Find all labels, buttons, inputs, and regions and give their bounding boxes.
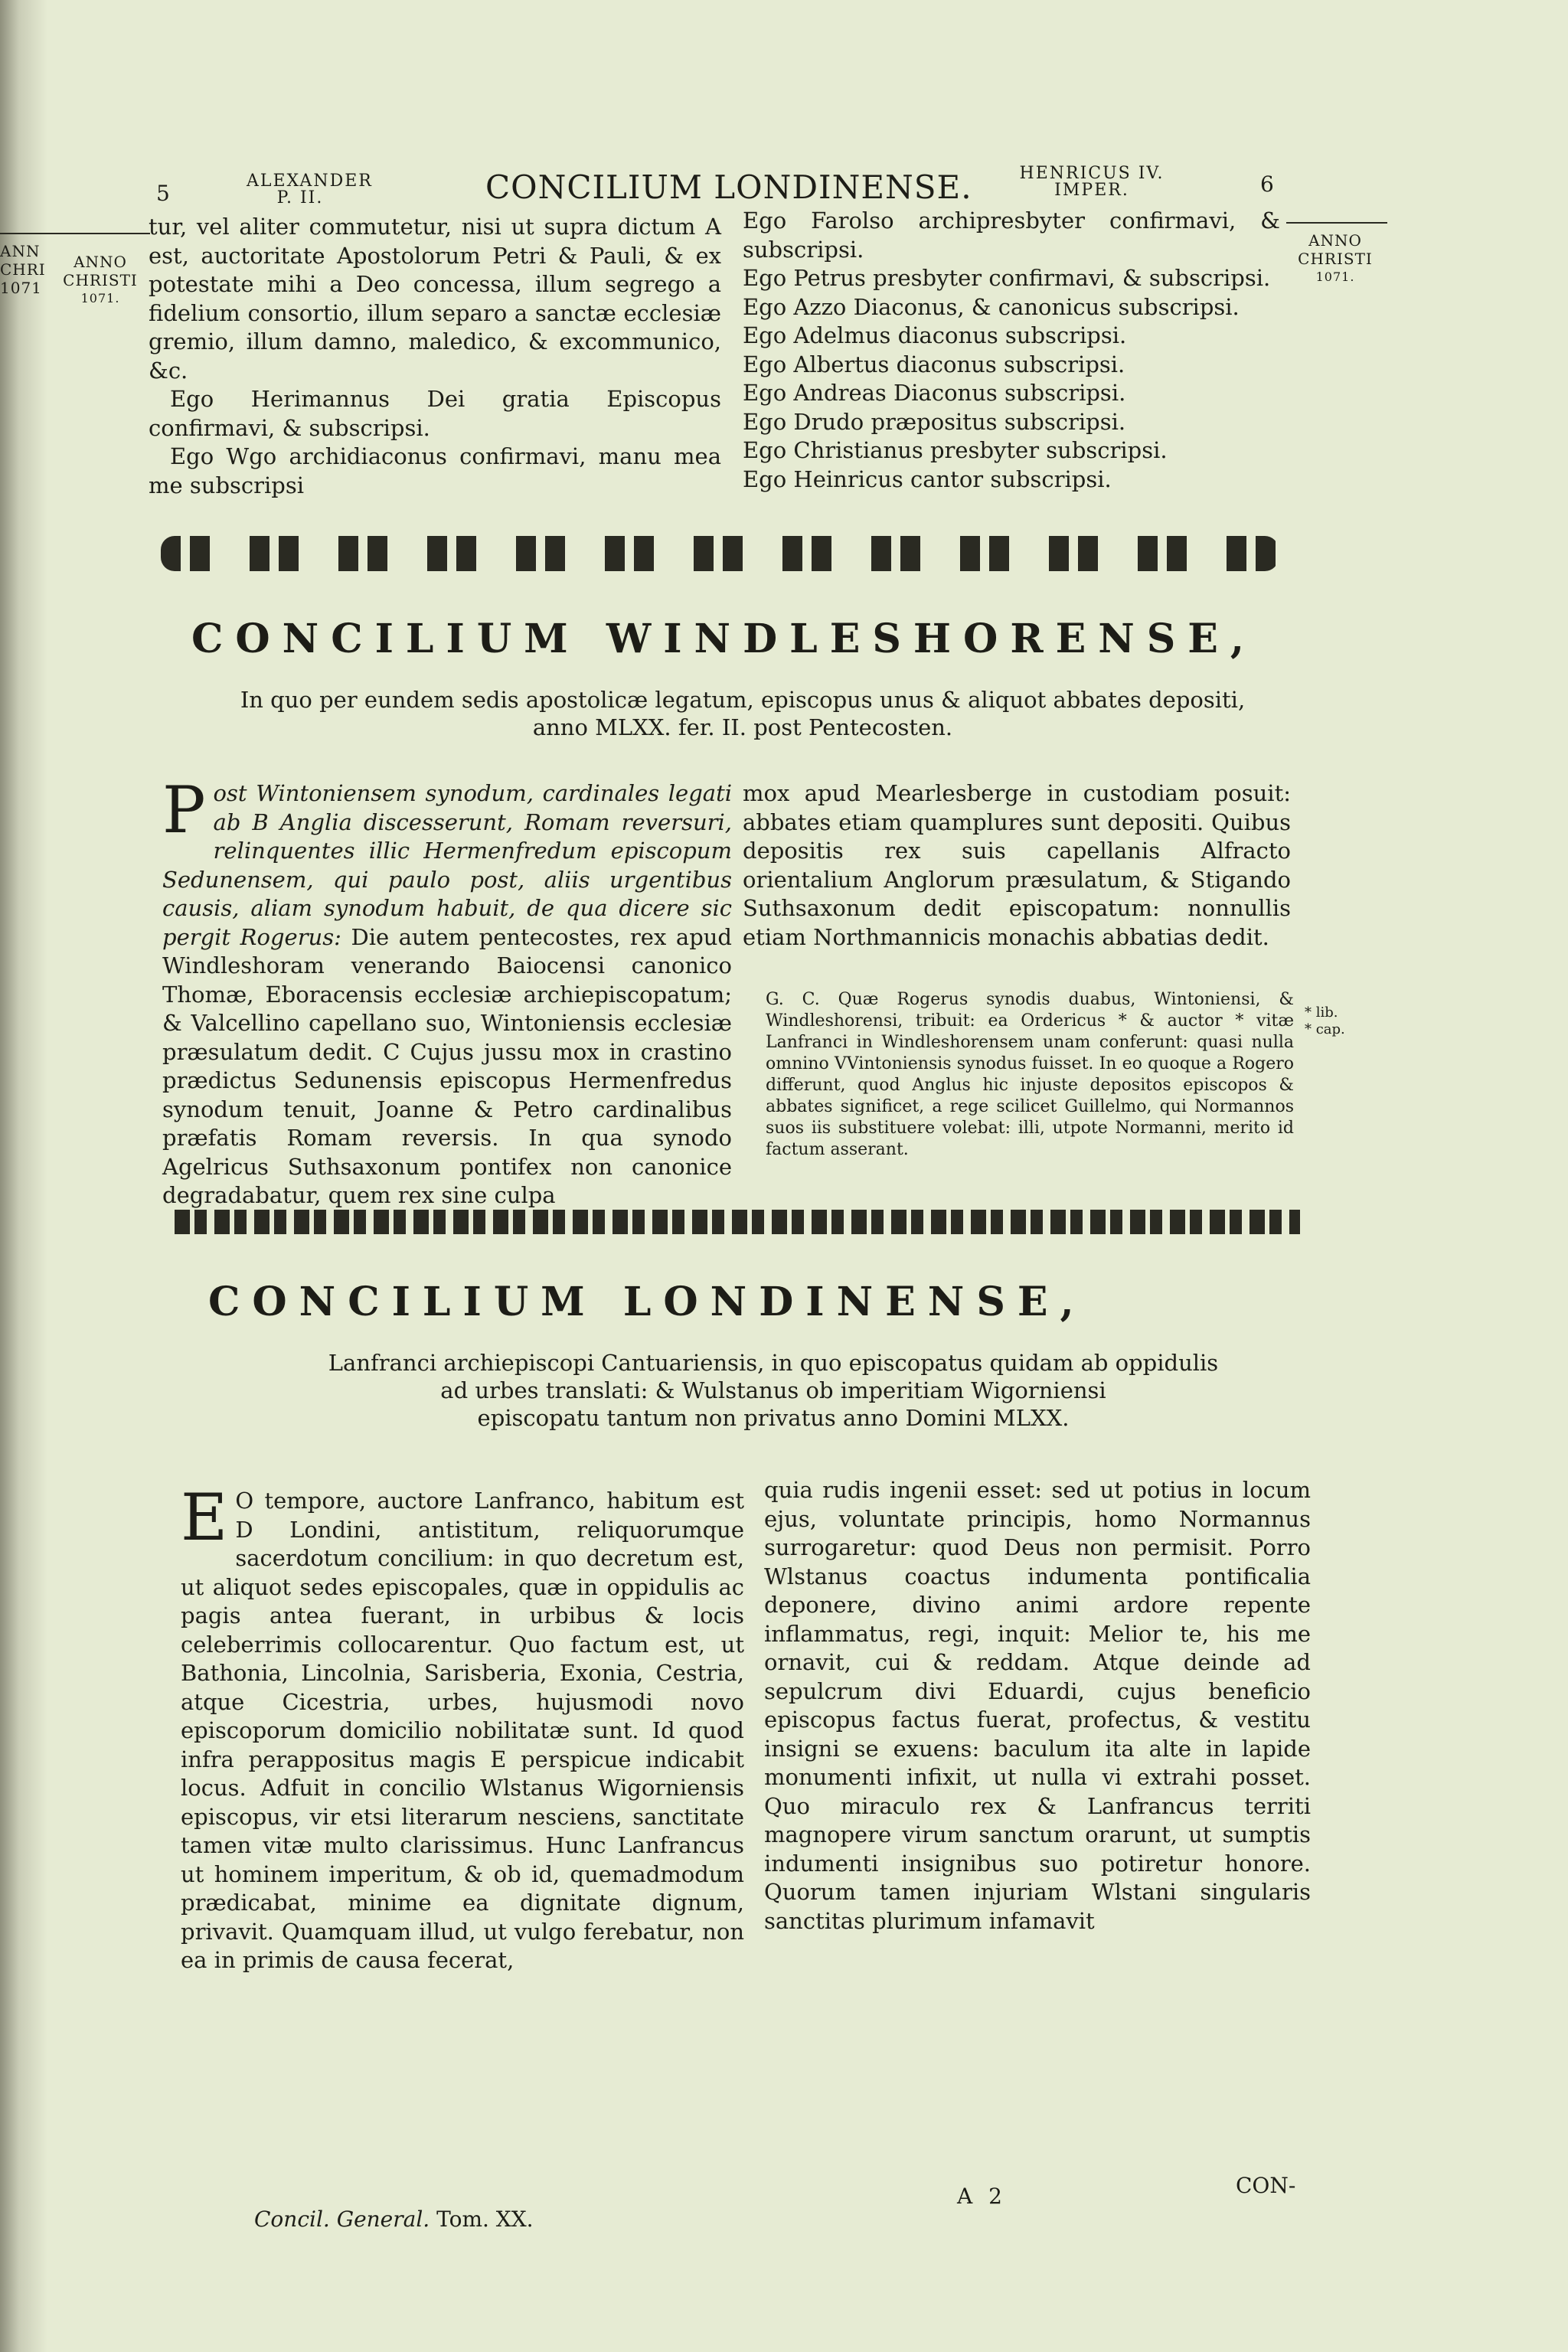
ornamental-band-1 <box>161 536 1279 571</box>
signature-mark: A 2 <box>957 2184 1007 2209</box>
outer-margin-note: ANN CHRI 1071 <box>0 242 46 297</box>
dropcap-e: E <box>181 1480 228 1555</box>
margin-anno-right: ANNO CHRISTI 1071. <box>1298 231 1373 284</box>
catchword: CON- <box>1236 2173 1296 2198</box>
page-number-right: 6 <box>1260 172 1274 197</box>
section1-left-column: P ost Wintoniensem synodum, cardinales legati ab B Anglia discesserunt, Romam reversuri, relinquentes illic Hermenfredum episcopum Sedunensem, qui paulo post, aliis urgentibus causis, aliam synodum habuit, de qua dicere sic pergit Rogerus: Die autem pentecostes, rex apud Windleshoram venerando Baiocensi canonico Thomæ, Eboracensis ecclesiæ archiepiscopatum; & Valcellino capellano suo, Wintoniensis ecclesiæ præsulatum dedit. C Cujus jussu mox in crastino prædictus Sedunensis episcopus Hermenfredus synodum tenuit, Joanne & Petro cardinalibus præfatis Romam reversis. In qua synodo Agelricus Suthsaxonum pontifex non canonice degradabatur, quem rex sine culpa <box>162 773 733 1208</box>
margin-anno-left: ANNO CHRISTI 1071. <box>63 253 138 305</box>
section1-right-column: mox apud Mearlesberge in custodiam posuit: abbates etiam quamplures sunt depositi. Quibus depositis rex suis capellanis Alfracto orientalium Anglorum præsulatum, & Stigando Suthsaxonum dedit episcopatum: nonnullis etiam Northmannicis monachis abbatias dedit. <box>743 780 1291 950</box>
ornamental-band-2 <box>175 1210 1300 1234</box>
top-left-column: tur, vel aliter commutetur, nisi ut supra dictum A est, auctoritate Apostolorum Petri & Pauli, & ex potestate mihi a Deo concessa, illum segrego a fidelium consortio, illum separo a sanctæ ecclesiæ gremio, illum damno, maledico, & excommunico, &c. Ego Herimannus Dei gratia Episcopus confirmavi, & subscripsi. Ego Wgo archidiaconus confirmavi, manu mea me subscripsi <box>149 214 721 498</box>
book-gutter <box>0 0 47 2352</box>
left-header-rule <box>0 233 150 234</box>
right-header-rule <box>1286 222 1387 224</box>
editor-note: G. C. Quæ Rogerus synodis duabus, Wintoniensi, & Windleshorensi, tribuit: ea Ordericus * & auctor * vitæ Lanfranci in Windleshorensem unam conferunt: quasi nulla omnino VVintoniensis synodus fuisset. In eo quoque a Rogero differunt, quod Anglus hic injuste depositos episcopos & abbates significet, a rege scilicet Guillelmo, qui Normannos suos iis substituere volebat: illi, utpote Normanni, merito id factum asserant. <box>766 990 1294 1159</box>
page-number-left: 5 <box>156 181 170 206</box>
section2-left-column: E O tempore, auctore Lanfranco, habitum est D Londini, antistitum, reliquorumque sacerdotum concilium: in quo decretum est, ut aliquot sedes episcopales, quæ in oppidulis ac pagis antea fuerant, in urbibus & locis celeberrimis collocarentur. Quo factum est, ut Bathonia, Lincolnia, Sarisberia, Exonia, Cestria, atque Cicestria, urbes, hujusmodi novo episcoporum domicilio nobilitatæ sunt. Id quod infra perappositus magis E perspicue indicabit locus. Adfuit in concilio Wlstanus Wigorniensis episcopus, vir etsi literarum nesciens, sanctitate tamen vitæ multo clarissimus. Hunc Lanfrancus ut hominem imperitum, & ob id, quemadmodum prædicabat, minime ea dignitate dignum, privavit. Quamquam illud, ut vulgo ferebatur, non ea in primis de causa fecerat, <box>181 1480 744 1973</box>
section2-subtitle: Lanfranci archiepiscopi Cantuariensis, in quo episcopatus quidam ab oppidulis ad urbes translati: & Wulstanus ob imperitiam Wigorniensi episcopatu tantum non privatus anno Domini MLXX. <box>328 1350 1219 1431</box>
running-title: CONCILIUM LONDINENSE. <box>485 168 972 206</box>
note-margin-refs: * lib. * cap. <box>1305 1004 1345 1037</box>
top-right-column: Ego Farolso archipresbyter confirmavi, & subscripsi. Ego Petrus presbyter confirmavi, & subscripsi. Ego Azzo Diaconus, & canonicus subscripsi. Ego Adelmus diaconus subscripsi. Ego Albertus diaconus subscripsi. Ego Andreas Diaconus subscripsi. Ego Drudo præpositus subscripsi. Ego Christianus presbyter subscripsi. Ego Heinricus cantor subscripsi. <box>743 207 1280 492</box>
footer-collection: Concil. General. Tom. XX. <box>254 2207 534 2232</box>
section2-right-column: quia rudis ingenii esset: sed ut potius in locum ejus, voluntate principis, homo Normannus surrogaretur: quod Deus non permisit. Porro Wlstanus coactus indumenta pontificalia deponere, divino animi ardore repente inflammatus, regi, inquit: Melior te, his me ornavit, cui & reddam. Atque deinde ad sepulcrum divi Eduardi, cujus beneficio episcopus factus fuerat, profectus, & vestitu insigni se exuens: baculum ita alte in lapide monumenti infixit, ut nulla vi extrahi posset. Quo miraculo rex & Lanfrancus territi magnopere virum sanctum orarunt, ut sumptis indumenti insignibus suo potiretur honore. Quorum tamen injuriam Wlstani singularis sanctitas plurimum infamavit <box>764 1477 1311 1934</box>
section1-title: CONCILIUM WINDLESHORENSE, <box>191 616 1257 662</box>
section2-title: CONCILIUM LONDINENSE, <box>208 1279 1086 1325</box>
dropcap-p: P <box>162 773 206 848</box>
section1-subtitle: In quo per eundem sedis apostolicæ legatum, episcopus unus & aliquot abbates depositi, anno MLXX. fer. II. post Pentecosten. <box>240 687 1246 740</box>
header-emperor: HENRICUS IV. IMPER. <box>1019 164 1165 200</box>
header-pope: ALEXANDER P. II. <box>247 172 373 207</box>
